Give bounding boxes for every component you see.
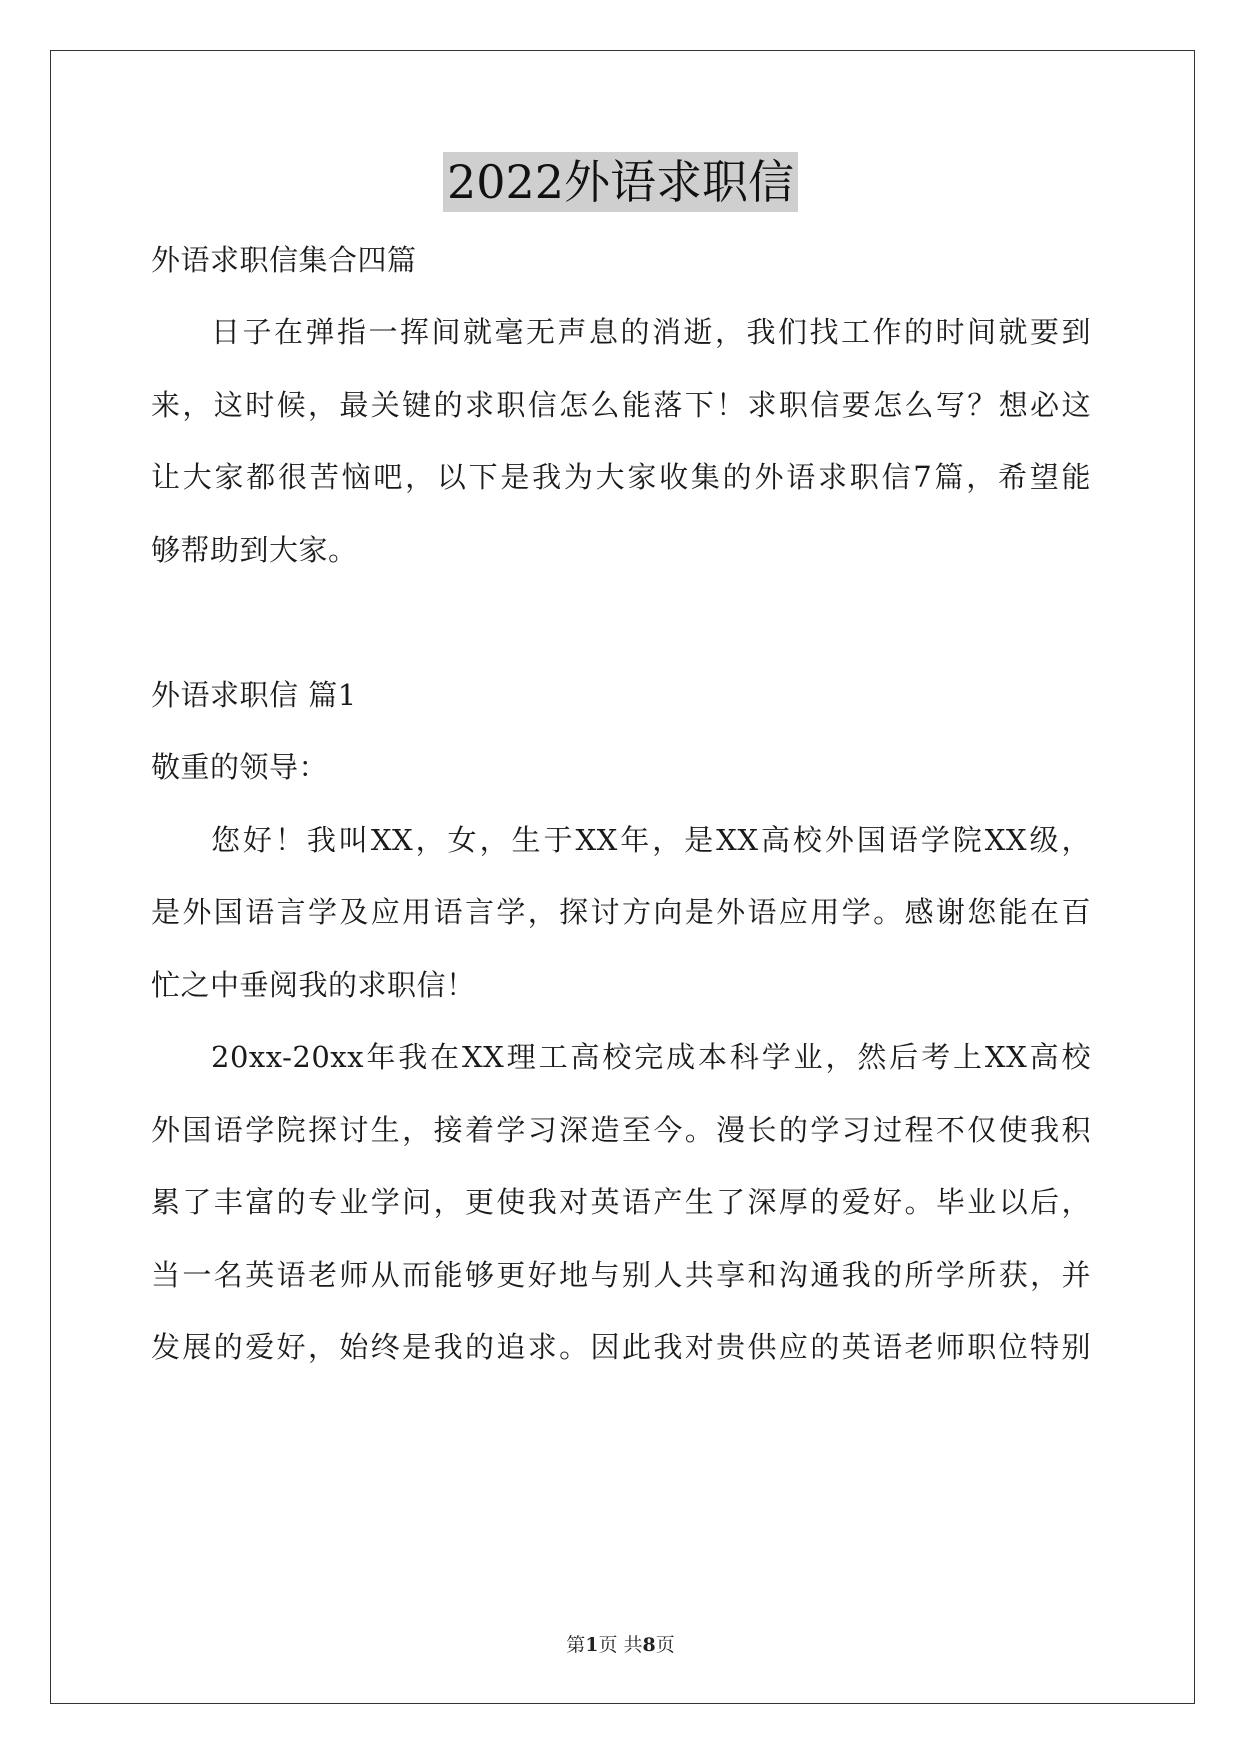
total-page-number: 8 <box>642 1634 656 1656</box>
paragraph-line: 发展的爱好，始终是我的追求。因此我对贵供应的英语老师职位特别 <box>151 1330 1091 1364</box>
footer-mid: 页 共 <box>598 1634 643 1656</box>
salutation: 敬重的领导： <box>151 750 329 784</box>
paragraph-line: 忙之中垂阅我的求职信！ <box>151 968 476 1002</box>
paragraph-line: 来，这时候，最关键的求职信怎么能落下！求职信要怎么写？想必这 <box>151 388 1091 422</box>
paragraph-line: 累了丰富的专业学问，更使我对英语产生了深厚的爱好。毕业以后， <box>151 1185 1091 1219</box>
paragraph-line: 您好！我叫XX，女，生于XX年，是XX高校外国语学院XX级， <box>211 823 1091 857</box>
paragraph-line: 是外国语言学及应用语言学，探讨方向是外语应用学。感谢您能在百 <box>151 895 1091 929</box>
footer-suffix: 页 <box>655 1634 675 1656</box>
paragraph-line: 让大家都很苦恼吧，以下是我为大家收集的外语求职信7篇，希望能 <box>151 460 1091 494</box>
paragraph-line: 20xx-20xx年我在XX理工高校完成本科学业，然后考上XX高校 <box>211 1040 1091 1074</box>
current-page-number: 1 <box>585 1634 599 1656</box>
paragraph-line: 外国语学院探讨生，接着学习深造至今。漫长的学习过程不仅使我积 <box>151 1113 1091 1147</box>
paragraph-line: 当一名英语老师从而能够更好地与别人共享和沟通我的所学所获，并 <box>151 1258 1091 1292</box>
page-footer <box>0 1632 1241 1658</box>
section-heading: 外语求职信 篇1 <box>151 678 357 712</box>
footer-prefix: 第 <box>566 1634 586 1656</box>
paragraph-line: 够帮助到大家。 <box>151 533 358 567</box>
page-border <box>50 50 1195 1704</box>
title-block <box>0 152 1241 212</box>
subtitle-line: 外语求职信集合四篇 <box>151 243 417 277</box>
document-title: 2022外语求职信 <box>443 152 798 212</box>
paragraph-line: 日子在弹指一挥间就毫无声息的消逝，我们找工作的时间就要到 <box>211 315 1091 349</box>
